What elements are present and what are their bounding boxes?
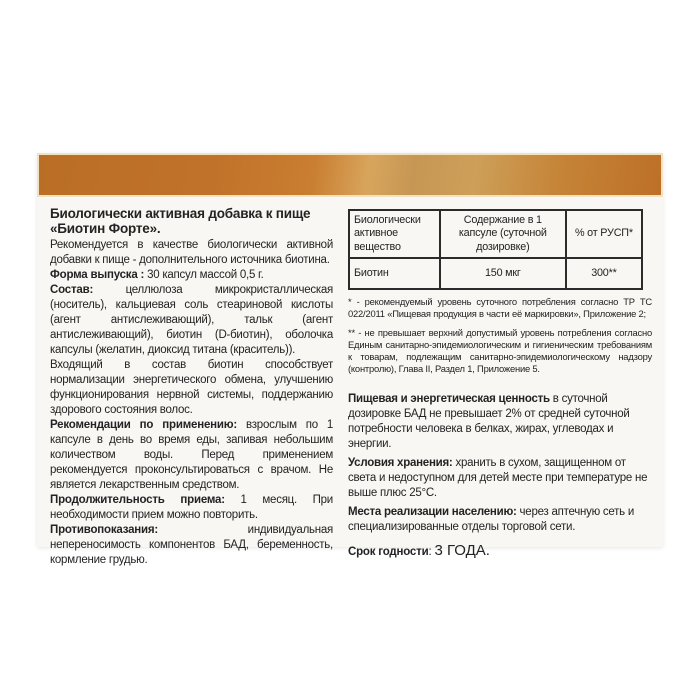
footnote-rusp: * - рекомендуемый уровень суточного потребления согласно ТР ТС 022/2011 «Пищевая продукция в части её маркировки», Приложение 2; bbox=[348, 296, 652, 320]
table-header-row bbox=[349, 210, 642, 258]
orange-gradient-band bbox=[37, 153, 663, 197]
package-label bbox=[37, 153, 663, 566]
section-composition: Состав: целлюлоза микрокристаллическая (носитель), кальциевая соль стеариновой кислоты (агент антислеживающий), тальк (агент антислеживающий), биотин (D-биотин), оболочка капсулы (желатин, диоксид титана (краситель)). bbox=[50, 284, 333, 356]
section-points-of-sale: Места реализации населению: через аптечную сеть и специализированные отделы торговой сети. bbox=[348, 505, 635, 533]
cell-content: 150 мкг bbox=[440, 258, 566, 289]
table-row bbox=[349, 258, 642, 289]
section-duration: Продолжительность приема: 1 месяц. При необходимости прием можно повторить. bbox=[50, 494, 333, 521]
intro-paragraph: Рекомендуется в качестве биологически активной добавки к пище - дополнительного источника биотина. bbox=[50, 239, 333, 266]
footnote-upper-limit: ** - не превышает верхний допустимый уровень потребления согласно Единым санитарно-эпидемиологическим и гигиеническим требованиям к товарам, подлежащим санитарно-эпидемиологическому надзору (контролю), Глава II, Раздел 1, Приложение 5. bbox=[348, 326, 652, 375]
header-active-substance: Биологически активное вещество bbox=[349, 210, 440, 258]
nutrient-table bbox=[348, 209, 643, 290]
section-shelf-life: Срок годности: 3 ГОДА. bbox=[348, 541, 490, 559]
section-recommendations: Рекомендации по применению: взрослым по 1 капсуле в день во время еды, запивая небольшим количеством воды. Перед применением рекомендуется проконсультироваться с врачом. Не является лекарственным средством. bbox=[50, 419, 333, 491]
shelf-life-value: 3 ГОДА. bbox=[434, 541, 490, 559]
section-nutrition-value: Пищевая и энергетическая ценность в суточной дозировке БАД не превышает 2% от средней суточной потребности человека в белках, жирах, углеводах и энергии. bbox=[348, 392, 630, 450]
product-title-line1: Биологически активная добавка к пище bbox=[50, 206, 311, 221]
product-title bbox=[50, 206, 333, 236]
section-storage: Условия хранения: хранить в сухом, защищенном от света и недоступном для детей месте при температуре не выше плюс 25°С. bbox=[348, 456, 648, 499]
right-column bbox=[348, 206, 652, 559]
section-release-form: Форма выпуска : 30 капсул массой 0,5 г. bbox=[50, 269, 264, 281]
section-biotin-benefits: Входящий в состав биотин способствует нормализации энергетического обмена, улучшению функционирования нервной системы, поддержанию здорового состояния волос. bbox=[50, 359, 333, 416]
product-title-line2: «Биотин Форте». bbox=[50, 221, 161, 236]
label-content bbox=[37, 197, 663, 566]
header-content-per-capsule: Содержание в 1 капсуле (суточной дозировке) bbox=[440, 210, 566, 258]
cell-substance: Биотин bbox=[349, 258, 440, 289]
header-percent-rusp: % от РУСП* bbox=[566, 210, 642, 258]
cell-rusp: 300** bbox=[566, 258, 642, 289]
section-contraindications: Противопоказания: индивидуальная непереносимость компонентов БАД, беременность, кормление грудью. bbox=[50, 524, 333, 566]
left-column bbox=[50, 206, 333, 566]
